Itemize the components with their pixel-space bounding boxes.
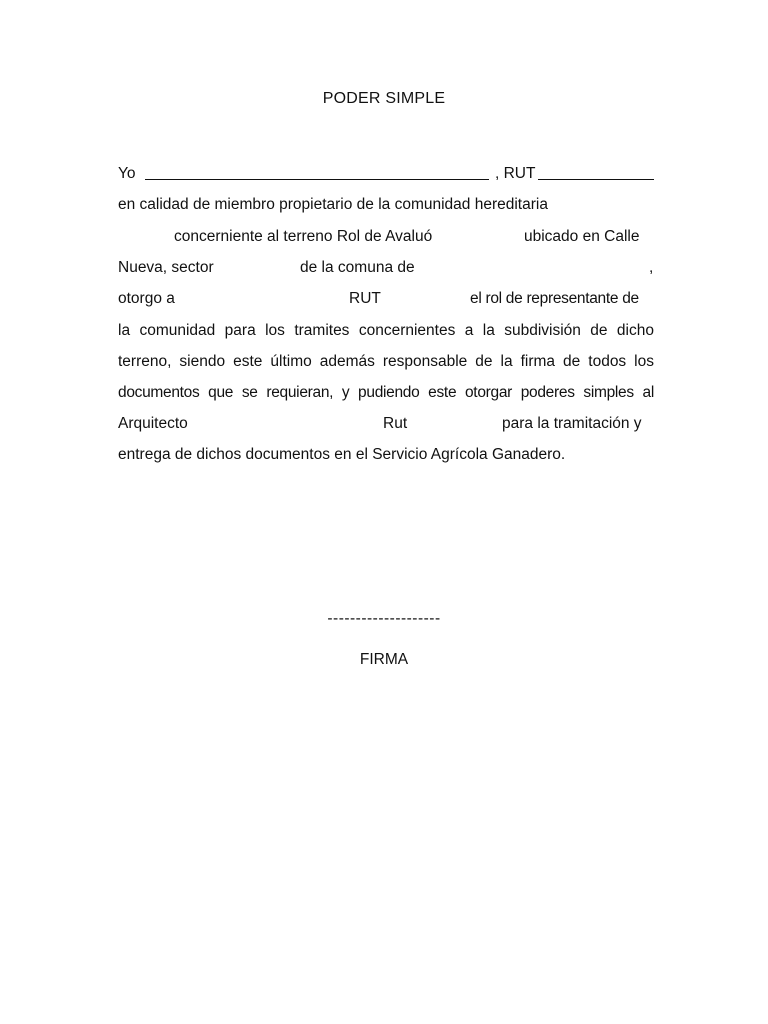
line-comunidad: la comunidad para los tramites concernientes a la subdivisión de dicho [118, 322, 654, 339]
line-concerniente [118, 226, 654, 248]
rut-blank-line [538, 179, 654, 180]
text-line: en calidad de miembro propietario de la comunidad hereditaria [118, 196, 548, 213]
document-title: PODER SIMPLE [322, 90, 446, 107]
text-segment: Nueva, sector [118, 259, 214, 276]
text-segment: concerniente al terreno Rol de Avaluó [174, 228, 433, 245]
line-nueva [118, 257, 654, 279]
text-segment: Rut [383, 415, 408, 432]
text-segment: RUT [349, 290, 381, 307]
line-calidad [118, 194, 654, 216]
line-entrega [118, 444, 654, 466]
text-segment: , [649, 259, 654, 276]
text-line: entrega de dichos documentos en el Servicio Agrícola Ganadero. [118, 446, 566, 463]
line-documentos: documentos que se requieran, y pudiendo este otorgar poderes simples al [118, 384, 654, 401]
line-yo [118, 163, 654, 185]
yo-label: Yo [118, 165, 136, 182]
text-segment: Arquitecto [118, 415, 188, 432]
text-segment: ubicado en Calle [524, 228, 640, 245]
text-segment: de la comuna de [300, 259, 415, 276]
text-segment: para la tramitación y [502, 415, 642, 432]
text-segment: otorgo a [118, 290, 175, 307]
line-terreno: terreno, siendo este último además responsable de la firma de todos los [118, 353, 654, 370]
name-blank-line [145, 179, 489, 180]
rut-label: , RUT [495, 165, 536, 182]
line-otorgo [118, 288, 654, 310]
line-arquitecto [118, 413, 654, 435]
text-segment: el rol de representante de [470, 290, 639, 307]
signature-line: -------------------- [327, 610, 441, 627]
signature-label: FIRMA [359, 651, 409, 668]
